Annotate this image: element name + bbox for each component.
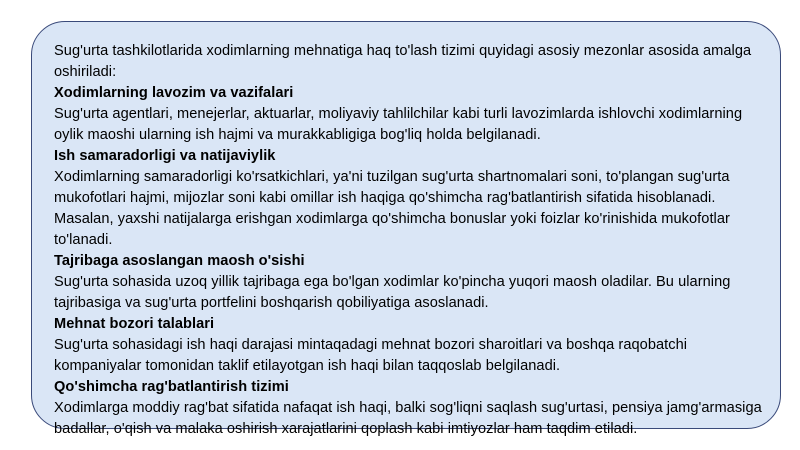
section-heading-experience: Tajribaga asoslangan maosh o'sishi	[54, 253, 305, 269]
intro-paragraph: Sug'urta tashkilotlarida xodimlarning mehnatiga haq to'lash tizimi quyidagi asosiy mezonlar asosida amalga oshiriladi:	[54, 43, 752, 80]
section-text-performance: Xodimlarning samaradorligi ko'rsatkichlari, ya'ni tuzilgan sug'urta shartnomalari soni, to'plangan sug'urta mukofotlari hajmi, mijozlar soni kabi omillar ish haqiga qo'shimcha rag'batlantirish sifatida hisoblanadi. Masalan, yaxshi natijalarga erishgan xodimlarga qo'shimcha bonuslar yoki foizlar ko'rinishida mukofotlar to'lanadi.	[54, 169, 730, 248]
section-heading-performance: Ish samaradorligi va natijaviylik	[54, 148, 276, 164]
section-heading-labor-market: Mehnat bozori talablari	[54, 316, 215, 332]
section-heading-incentives: Qo'shimcha rag'batlantirish tizimi	[54, 379, 289, 395]
section-text-position: Sug'urta agentlari, menejerlar, aktuarlar, moliyaviy tahlilchilar kabi turli lavozimlarda ishlovchi xodimlarning oylik maoshi ularning ish hajmi va murakkabligiga bog'liq holda belgilanadi.	[54, 106, 743, 143]
text-card	[31, 21, 781, 437]
section-text-experience: Sug'urta sohasida uzoq yillik tajribaga ega bo'lgan xodimlar ko'pincha yuqori maosh oladilar. Bu ularning tajribasiga va sug'urta portfelini boshqarish qobiliyatiga asoslanadi.	[54, 274, 731, 311]
section-text-labor-market: Sug'urta sohasidagi ish haqi darajasi mintaqadagi mehnat bozori sharoitlari va boshqa raqobatchi kompaniyalar tomonidan taklif etilayotgan ish haqi bilan taqqoslab belgilanadi.	[54, 337, 688, 374]
section-heading-position: Xodimlarning lavozim va vazifalari	[54, 85, 294, 101]
section-text-incentives: Xodimlarga moddiy rag'bat sifatida nafaqat ish haqi, balki sog'liqni saqlash sug'urtasi, pensiya jamg'armasiga badallar, o'qish va malaka oshirish xarajatlarini qoplash kabi imtiyozlar ham taqdim etiladi.	[54, 400, 762, 437]
